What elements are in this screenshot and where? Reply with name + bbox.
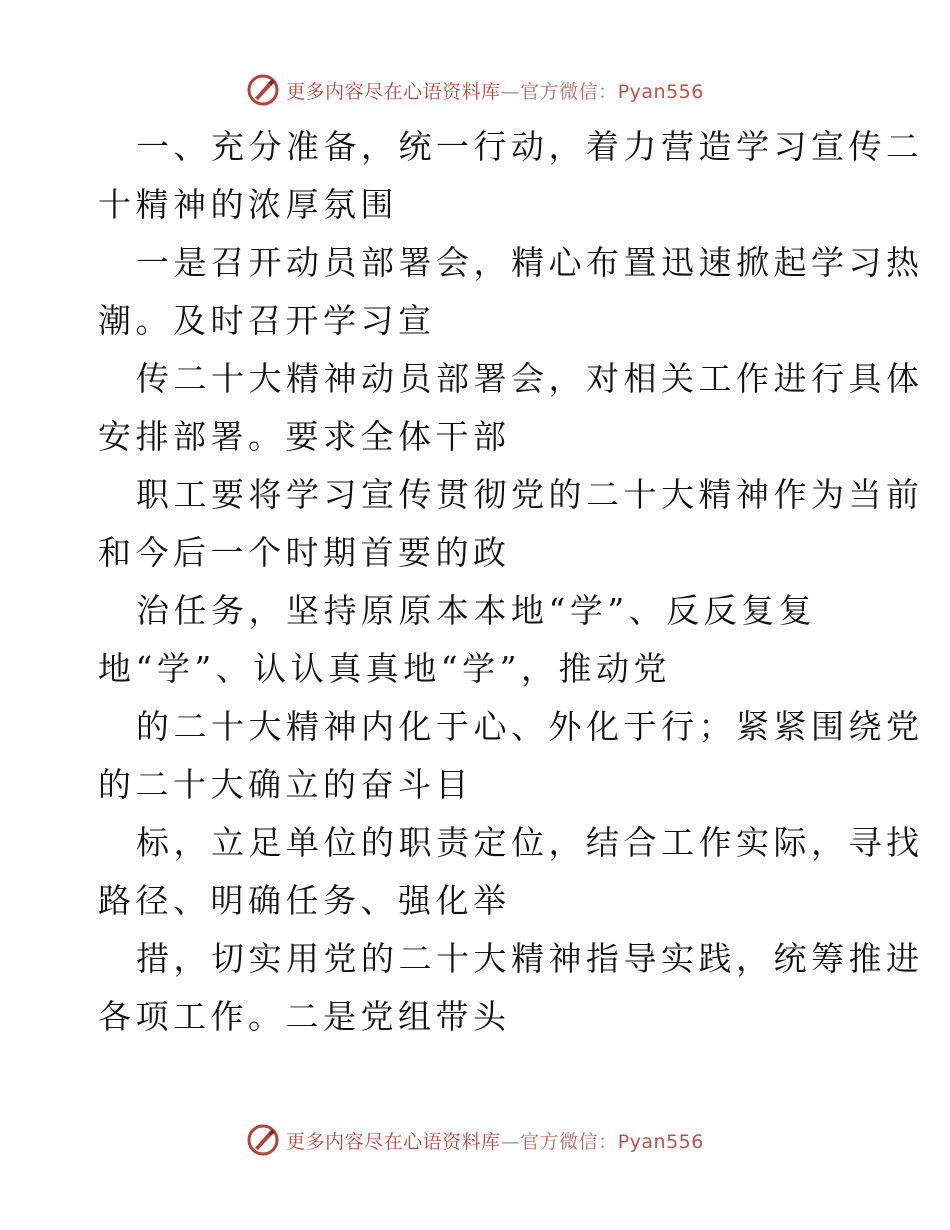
watermark-separator: — bbox=[500, 1130, 521, 1153]
text-line: 一、充分准备，统一行动，着力营造学习宣传二 bbox=[136, 127, 924, 166]
text-line: 和今后一个时期首要的政 bbox=[98, 533, 511, 572]
text-line: 路径、明确任务、强化举 bbox=[98, 881, 511, 920]
watermark-wechat-id: Pyan556 bbox=[617, 1130, 704, 1153]
text-line: 职工要将学习宣传贯彻党的二十大精神作为当前 bbox=[136, 475, 924, 514]
text-line: 一是召开动员部署会，精心布置迅速掀起学习热 bbox=[136, 243, 924, 282]
text-line: 安排部署。要求全体干部 bbox=[98, 417, 511, 456]
pen-logo-icon bbox=[246, 73, 280, 107]
text-line: 各项工作。二是党组带头 bbox=[98, 997, 511, 1036]
watermark-separator: — bbox=[500, 80, 521, 103]
text-line: 潮。及时召开学习宣 bbox=[98, 301, 436, 340]
text-line: 标，立足单位的职责定位，结合工作实际，寻找 bbox=[136, 823, 924, 862]
pen-logo-icon bbox=[246, 1123, 280, 1157]
watermark-wechat-id: Pyan556 bbox=[617, 80, 704, 103]
watermark-label: 官方微信： bbox=[520, 1130, 618, 1153]
text-line: 传二十大精神动员部署会，对相关工作进行具体 bbox=[136, 359, 924, 398]
text-line: 地“学”、认认真真地“学”，推动党 bbox=[98, 649, 671, 688]
text-line: 措，切实用党的二十大精神指导实践，统筹推进 bbox=[136, 939, 924, 978]
text-line: 治任务，坚持原原本本地“学”、反反复复 bbox=[136, 591, 817, 630]
document-body bbox=[98, 118, 924, 1046]
text-line: 十精神的浓厚氛围 bbox=[98, 185, 398, 224]
footer-watermark bbox=[0, 1120, 950, 1160]
watermark-site: 更多内容尽在心语资料库 bbox=[286, 1130, 501, 1153]
watermark-label: 官方微信： bbox=[520, 80, 618, 103]
watermark-site: 更多内容尽在心语资料库 bbox=[286, 80, 501, 103]
text-line: 的二十大确立的奋斗目 bbox=[98, 765, 473, 804]
watermark-text bbox=[286, 1127, 704, 1154]
header-watermark bbox=[0, 70, 950, 110]
text-line: 的二十大精神内化于心、外化于行；紧紧围绕党 bbox=[136, 707, 924, 746]
watermark-text bbox=[286, 77, 704, 104]
